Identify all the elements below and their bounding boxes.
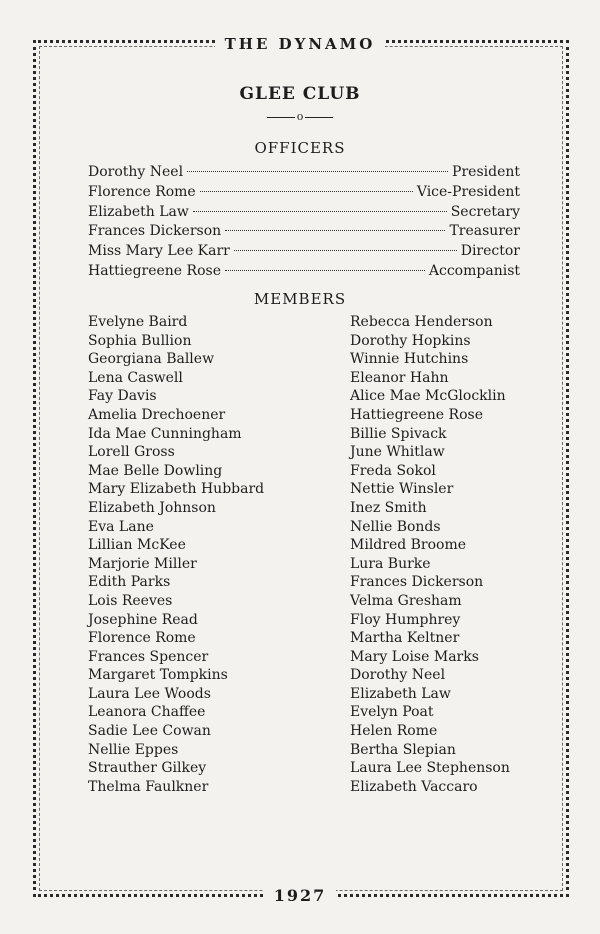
member-name: Thelma Faulkner	[88, 778, 209, 795]
member-name: Bertha Slepian	[350, 741, 456, 758]
section-title: GLEE CLUB	[239, 84, 361, 104]
member-name: Lorell Gross	[88, 444, 175, 461]
member-name: Laura Lee Stephenson	[350, 760, 510, 777]
officers-heading: OFFICERS	[254, 139, 346, 157]
officer-row	[88, 163, 520, 183]
member-name: Alice Mae McGlocklin	[350, 388, 506, 405]
dot-leader	[225, 230, 445, 231]
member-name: Inez Smith	[350, 499, 427, 516]
member-name: Hattiegreene Rose	[350, 406, 483, 423]
page-header	[0, 34, 600, 53]
member-name: Marjorie Miller	[88, 555, 197, 572]
member-name: Floy Humphrey	[350, 611, 461, 628]
member-name: Margaret Tompkins	[88, 667, 228, 684]
officer-name: Elizabeth Law	[88, 203, 189, 220]
member-name: Eva Lane	[88, 518, 154, 535]
members-heading: MEMBERS	[253, 290, 347, 308]
divider-line-right	[305, 117, 333, 118]
officer-role: Secretary	[450, 203, 520, 220]
member-name: Lena Caswell	[88, 369, 183, 386]
member-name: Freda Sokol	[350, 462, 436, 479]
members-column-left	[88, 313, 338, 796]
officer-row	[88, 222, 520, 242]
member-name: Velma Gresham	[350, 592, 462, 609]
member-name: Strauther Gilkey	[88, 760, 207, 777]
member-name: Georgiana Ballew	[88, 351, 215, 368]
title-divider	[0, 110, 600, 124]
member-name: Mildred Broome	[350, 537, 467, 554]
dot-leader	[225, 270, 425, 271]
divider-line-left	[267, 117, 295, 118]
officer-row	[88, 262, 520, 282]
publication-title: THE DYNAMO	[215, 35, 386, 53]
member-name: Lois Reeves	[88, 592, 173, 609]
member-name: Nellie Bonds	[350, 518, 441, 535]
officer-role: Accompanist	[428, 262, 520, 279]
member-name: Sophia Bullion	[88, 332, 192, 349]
member-name: Dorothy Hopkins	[350, 332, 471, 349]
member-name: Martha Keltner	[350, 630, 460, 647]
divider-ornament: o	[296, 110, 304, 123]
page-footer	[0, 886, 600, 905]
officer-row	[88, 242, 520, 262]
member-name: Helen Rome	[350, 723, 438, 740]
officer-role: Vice-President	[416, 183, 520, 200]
officer-name: Miss Mary Lee Karr	[88, 243, 230, 260]
member-name: Lura Burke	[350, 555, 431, 572]
officer-role: President	[452, 164, 520, 180]
member-name: Ida Mae Cunningham	[88, 425, 242, 442]
member-name: Sadie Lee Cowan	[88, 723, 211, 740]
officer-role: Director	[460, 243, 520, 260]
members-column-right	[350, 313, 550, 796]
officer-name: Florence Rome	[88, 183, 196, 200]
member-name: Elizabeth Johnson	[88, 499, 216, 516]
member-name: Elizabeth Vaccaro	[350, 778, 478, 795]
officers-list	[88, 163, 520, 282]
member-name: Amelia Drechoener	[88, 406, 226, 423]
member-name: Rebecca Henderson	[350, 314, 493, 330]
officer-row	[88, 203, 520, 223]
year-label: 1927	[264, 886, 337, 905]
officer-name: Hattiegreene Rose	[88, 262, 221, 279]
dot-leader	[234, 250, 457, 251]
member-name: Leanora Chaffee	[88, 704, 206, 721]
member-name: Florence Rome	[88, 630, 196, 647]
officer-role: Treasurer	[449, 223, 520, 240]
member-name: Billie Spivack	[350, 425, 447, 442]
dot-leader	[193, 211, 447, 212]
member-name: Mae Belle Dowling	[88, 462, 223, 479]
member-name: June Whitlaw	[350, 444, 445, 461]
member-name: Nellie Eppes	[88, 741, 179, 758]
member-name: Eleanor Hahn	[350, 369, 449, 386]
member-name: Nettie Winsler	[350, 481, 454, 498]
member-name: Winnie Hutchins	[350, 351, 469, 368]
member-name: Evelyn Poat	[350, 704, 434, 721]
member-name: Elizabeth Law	[350, 685, 451, 702]
member-name: Dorothy Neel	[350, 667, 446, 684]
member-name: Mary Loise Marks	[350, 648, 479, 665]
dot-leader	[200, 191, 413, 192]
member-name: Fay Davis	[88, 388, 157, 405]
member-name: Edith Parks	[88, 574, 171, 591]
member-name: Josephine Read	[88, 611, 198, 628]
member-name: Lillian McKee	[88, 537, 186, 554]
member-name: Laura Lee Woods	[88, 685, 211, 702]
officer-row	[88, 183, 520, 203]
officer-name: Dorothy Neel	[88, 164, 184, 180]
member-name: Frances Dickerson	[350, 574, 484, 591]
officer-name: Frances Dickerson	[88, 223, 222, 240]
dot-leader	[187, 171, 448, 172]
member-name: Frances Spencer	[88, 648, 209, 665]
member-name: Evelyne Baird	[88, 314, 188, 330]
member-name: Mary Elizabeth Hubbard	[88, 481, 265, 498]
